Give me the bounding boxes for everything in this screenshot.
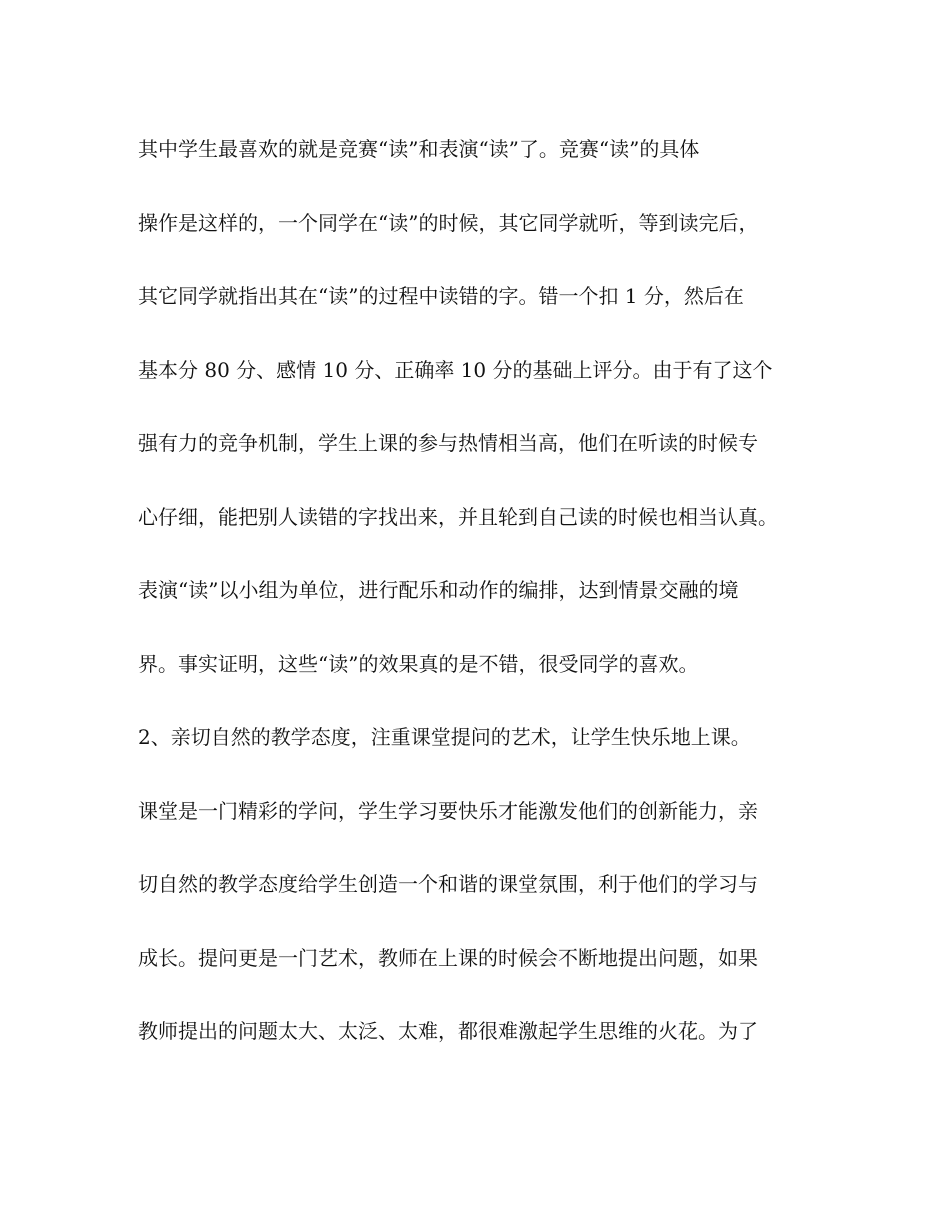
- list-item-heading: 2、亲切自然的教学态度，注重课堂提问的艺术，让学生快乐地上课。: [138, 725, 751, 749]
- text-line: 操作是这样的，一个同学在“读”的时候，其它同学就听，等到读完后，: [138, 210, 759, 235]
- text-line: 其中学生最喜欢的就是竞赛“读”和表演“读”了。竞赛“读”的具体: [138, 137, 700, 161]
- text-line: 强有力的竞争机制，学生上课的参与热情相当高，他们在听读的时候专: [138, 431, 758, 455]
- text-line: 表演“读”以小组为单位，进行配乐和动作的编排，达到情景交融的境: [138, 578, 739, 602]
- body-text: [138, 138, 838, 1094]
- text-line: 教师提出的问题太大、太泛、太难，都很难激起学生思维的火花。为了: [138, 1019, 758, 1043]
- text-line: 其它同学就指出其在“读”的过程中读错的字。错一个扣 1 分，然后在: [138, 284, 744, 308]
- text-line: 切自然的教学态度给学生创造一个和谐的课堂氛围，利于他们的学习与: [138, 872, 758, 896]
- text-line: 心仔细，能把别人读错的字找出来，并且轮到自己读的时候也相当认真。: [138, 504, 778, 529]
- text-line: 界。事实证明，这些“读”的效果真的是不错，很受同学的喜欢。: [138, 651, 699, 676]
- text-line: 课堂是一门精彩的学问，学生学习要快乐才能激发他们的创新能力，亲: [138, 798, 758, 823]
- text-line: 基本分 80 分、感情 10 分、正确率 10 分的基础上评分。由于有了这个: [138, 357, 773, 382]
- text-line: 成长。提问更是一门艺术，教师在上课的时候会不断地提出问题，如果: [138, 945, 758, 970]
